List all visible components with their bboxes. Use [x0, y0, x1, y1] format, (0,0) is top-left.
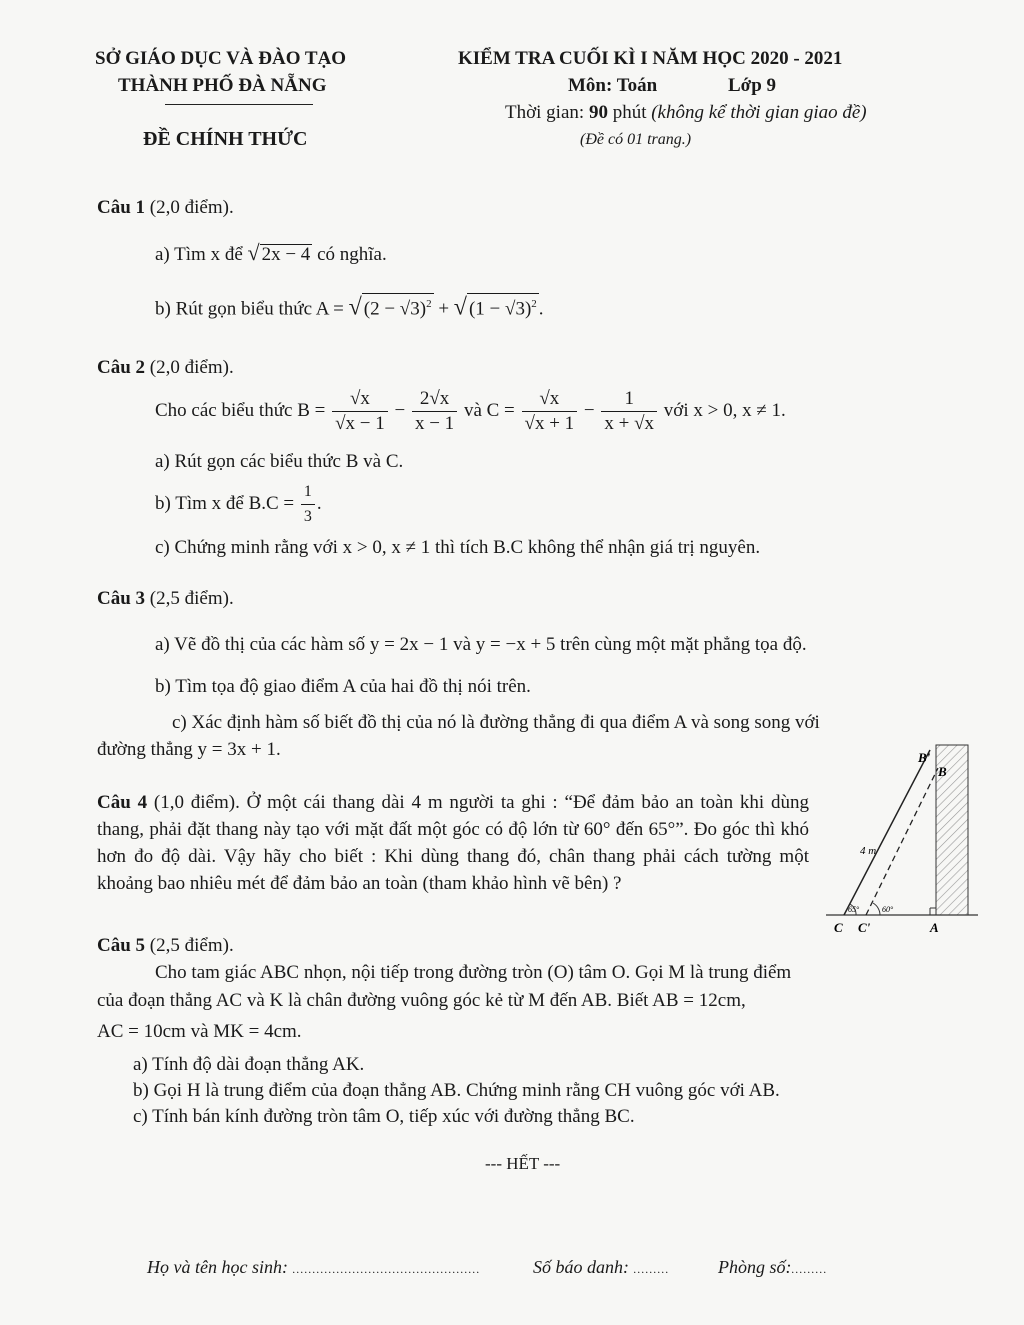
candidate-number-field: Số báo danh: .........: [533, 1257, 670, 1277]
q2-part-c: c) Chứng minh rằng với x > 0, x ≠ 1 thì tích B.C không thể nhận giá trị nguyên.: [155, 537, 761, 558]
ladder-figure: [826, 740, 986, 940]
header-divider: [165, 104, 313, 105]
q5-intro-line1: Cho tam giác ABC nhọn, nội tiếp trong đường tròn (O) tâm O. Gọi M là trung điểm: [155, 962, 792, 983]
student-name-field: Họ và tên học sinh: ...............................................: [147, 1257, 481, 1277]
q2-expressions: Cho các biểu thức B = $\frac{√x}{√x - 1}$ − $\frac{2√x}{x - 1}$ và C = $\frac{√x}{√x + 1}$ − $\frac{1}{x + √x}$ với x > 0, x ≠ 1.: [155, 388, 786, 434]
q5-intro-line2: của đoạn thẳng AC và K là chân đường vuông góc kẻ từ M đến AB. Biết AB = 12cm,: [97, 990, 746, 1011]
q2-part-a: a) Rút gọn các biểu thức B và C.: [155, 451, 404, 472]
q1-part-b: b) Rút gọn biểu thức A = √ $(2 - √3)^2$ + √ $(1 - √3)^2$ .: [155, 294, 544, 321]
city-name: THÀNH PHỐ ĐÀ NẴNG: [118, 75, 327, 96]
q3-part-a: a) Vẽ đồ thị của các hàm số y = 2x − 1 và y = −x + 5 trên cùng một mặt phẳng tọa độ.: [155, 634, 807, 655]
ladder-dashed-line: [866, 768, 938, 915]
exam-title: KIỂM TRA CUỐI KÌ I NĂM HỌC 2020 - 2021: [458, 48, 843, 69]
frac-c2: $\frac{1}{x + √x}$: [601, 387, 657, 436]
angle-label-60: 60°: [882, 905, 894, 914]
point-b: B: [938, 764, 947, 779]
end-marker: --- HẾT ---: [485, 1154, 561, 1173]
q3-part-c-line1: c) Xác định hàm số biết đồ thị của nó là đường thẳng đi qua điểm A và song song với: [172, 712, 820, 733]
time-line: Thời gian: 90 phút (không kể thời gian giao đề): [505, 102, 867, 123]
room-number-field: Phòng số:.........: [718, 1257, 828, 1277]
subject-label: Môn: Toán: [568, 75, 658, 96]
q1-heading: Câu 1 (2,0 điểm).: [97, 197, 234, 218]
angle-label-65: 65°: [848, 905, 860, 914]
q3-part-c-line2: đường thẳng y = 3x + 1.: [97, 739, 281, 760]
point-a: A: [930, 920, 939, 935]
q5-part-a: a) Tính độ dài đoạn thẳng AK.: [133, 1054, 365, 1075]
q2-part-b: b) Tìm x để B.C = $\frac{1}{3}$ .: [155, 480, 322, 529]
q5-intro-line3: AC = 10cm và MK = 4cm.: [97, 1021, 302, 1042]
length-label: 4 m: [860, 845, 877, 857]
q5-heading: Câu 5 (2,5 điểm).: [97, 935, 234, 956]
angle-arc-2: [873, 903, 880, 915]
q5-part-b: b) Gọi H là trung điểm của đoạn thẳng AB. Chứng minh rằng CH vuông góc với AB.: [133, 1080, 780, 1101]
q5-part-c: c) Tính bán kính đường tròn tâm O, tiếp xúc với đường thẳng BC.: [133, 1106, 635, 1127]
point-b-prime: B': [918, 750, 931, 765]
department-name: SỞ GIÁO DỤC VÀ ĐÀO TẠO: [95, 48, 347, 69]
official-label: ĐỀ CHÍNH THỨC: [143, 128, 308, 150]
q4-text: Câu 4 (1,0 điểm). Ở một cái thang dài 4 m người ta ghi : “Để đảm bảo an toàn khi dùng thang, phải đặt thang này tạo với mặt đất một góc có độ lớn từ 60° đến 65°”. Đo góc thì khó hơn đo độ dài. Vậy hãy cho biết : Khi dùng thang đó, chân thang phải cách tường một khoảng bao nhiêu mét để đảm bảo an toàn (tham khảo hình vẽ bên) ?: [97, 792, 809, 894]
page-count-note: (Đề có 01 trang.): [580, 131, 692, 148]
point-c: C: [834, 920, 843, 935]
point-c-prime: C': [858, 920, 871, 935]
q3-heading: Câu 3 (2,5 điểm).: [97, 588, 234, 609]
frac-c1: $\frac{√x}{√x + 1}$: [522, 387, 578, 436]
ladder-line: [844, 750, 930, 915]
q1-part-a: a) Tìm x để √ 2x − 4 có nghĩa.: [155, 240, 387, 265]
grade-label: Lớp 9: [728, 75, 777, 96]
frac-b1: $\frac{√x}{√x - 1}$: [332, 387, 388, 436]
q2-heading: Câu 2 (2,0 điểm).: [97, 357, 234, 378]
frac-b2: $\frac{2√x}{x - 1}$: [412, 387, 457, 436]
q3-part-b: b) Tìm tọa độ giao điểm A của hai đồ thị nói trên.: [155, 676, 531, 697]
